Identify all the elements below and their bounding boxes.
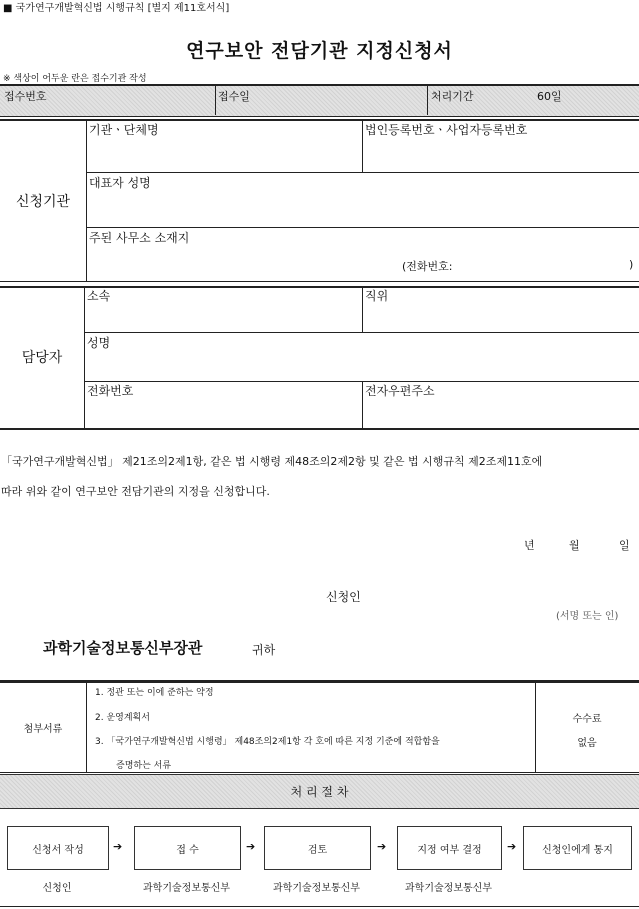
date-month-label: 월: [569, 539, 580, 552]
attachment-item-3: 3. 「국가연구개발혁신법 시행령」 제48조의2제1항 각 호에 따른 지정 기준에 적합함을: [95, 737, 440, 747]
receipt-date-label: 접수일: [218, 90, 250, 103]
arrow-icon: ➔: [377, 840, 387, 853]
applicant-phone-close: ): [629, 258, 634, 271]
step-label-3: 검토: [307, 844, 328, 856]
step-actor-4: 과학기술정보통신부: [405, 883, 492, 894]
date-year-label: 년: [524, 539, 535, 552]
page-title: 연구보안 전담기관 지정신청서: [186, 40, 453, 62]
attachment-item-3-cont: 증명하는 서류: [116, 761, 172, 771]
arrow-icon: ➔: [246, 840, 256, 853]
statement-line-2: 따라 위와 같이 연구보안 전담기관의 지정을 신청합니다.: [1, 485, 270, 498]
arrow-icon: ➔: [507, 840, 517, 853]
contact-section-label: 담당자: [21, 350, 63, 366]
attachments-label: 첨부서류: [23, 724, 63, 735]
step-box-1: [7, 826, 109, 870]
step-label-4: 지정 여부 결정: [417, 844, 482, 856]
recipient-suffix: 귀하: [252, 643, 276, 657]
step-label-2: 접 수: [176, 844, 199, 856]
date-day-label: 일: [619, 539, 630, 552]
fee-value: 없음: [577, 738, 597, 749]
applicant-phone-label: (전화번호:: [402, 260, 453, 273]
sign-or-seal-note: (서명 또는 인): [556, 611, 619, 622]
attachment-item-2: 2. 운영계획서: [95, 713, 150, 723]
procedure-header-label: 처 리 절 차: [290, 785, 349, 799]
step-actor-3: 과학기술정보통신부: [273, 883, 360, 894]
signer-label: 신청인: [326, 590, 361, 604]
step-label-5: 신청인에게 통지: [542, 844, 613, 856]
contact-name-label: 성명: [87, 336, 111, 350]
position-label: 직위: [365, 289, 389, 303]
attachment-item-1: 1. 정관 또는 이에 준하는 약정: [95, 688, 214, 698]
recipient-name: 과학기술정보통신부장관: [43, 639, 203, 657]
shading-note: ※ 색상이 어두운 란은 접수기관 작성: [3, 74, 147, 84]
email-label: 전자우편주소: [365, 384, 435, 398]
org-name-label: 기관ㆍ단체명: [89, 123, 159, 137]
form-reference: ■ 국가연구개발혁신법 시행규칙 [별지 제11호서식]: [3, 3, 230, 14]
office-address-label: 주된 사무소 소재지: [89, 231, 190, 245]
processing-period-value: 60일: [537, 90, 562, 103]
step-box-5: [523, 826, 632, 870]
step-actor-1: 신청인: [42, 883, 72, 894]
step-actor-2: 과학기술정보통신부: [143, 883, 230, 894]
fee-label: 수수료: [572, 714, 602, 725]
registration-number-label: 법인등록번호ㆍ사업자등록번호: [365, 123, 528, 137]
step-label-1: 신청서 작성: [32, 844, 84, 856]
step-box-4: [397, 826, 502, 870]
processing-period-label: 처리기간: [431, 90, 474, 103]
department-label: 소속: [87, 289, 111, 303]
statement-line-1: 「국가연구개발혁신법」 제21조의2제1항, 같은 법 시행령 제48조의2제2항 및 같은 법 시행규칙 제2조제11호에: [1, 455, 543, 468]
applicant-section-label: 신청기관: [15, 194, 71, 210]
arrow-icon: ➔: [113, 840, 123, 853]
receipt-number-label: 접수번호: [4, 90, 47, 103]
representative-name-label: 대표자 성명: [89, 176, 151, 190]
step-box-2: [134, 826, 241, 870]
contact-phone-label: 전화번호: [87, 384, 134, 398]
step-box-3: [264, 826, 371, 870]
